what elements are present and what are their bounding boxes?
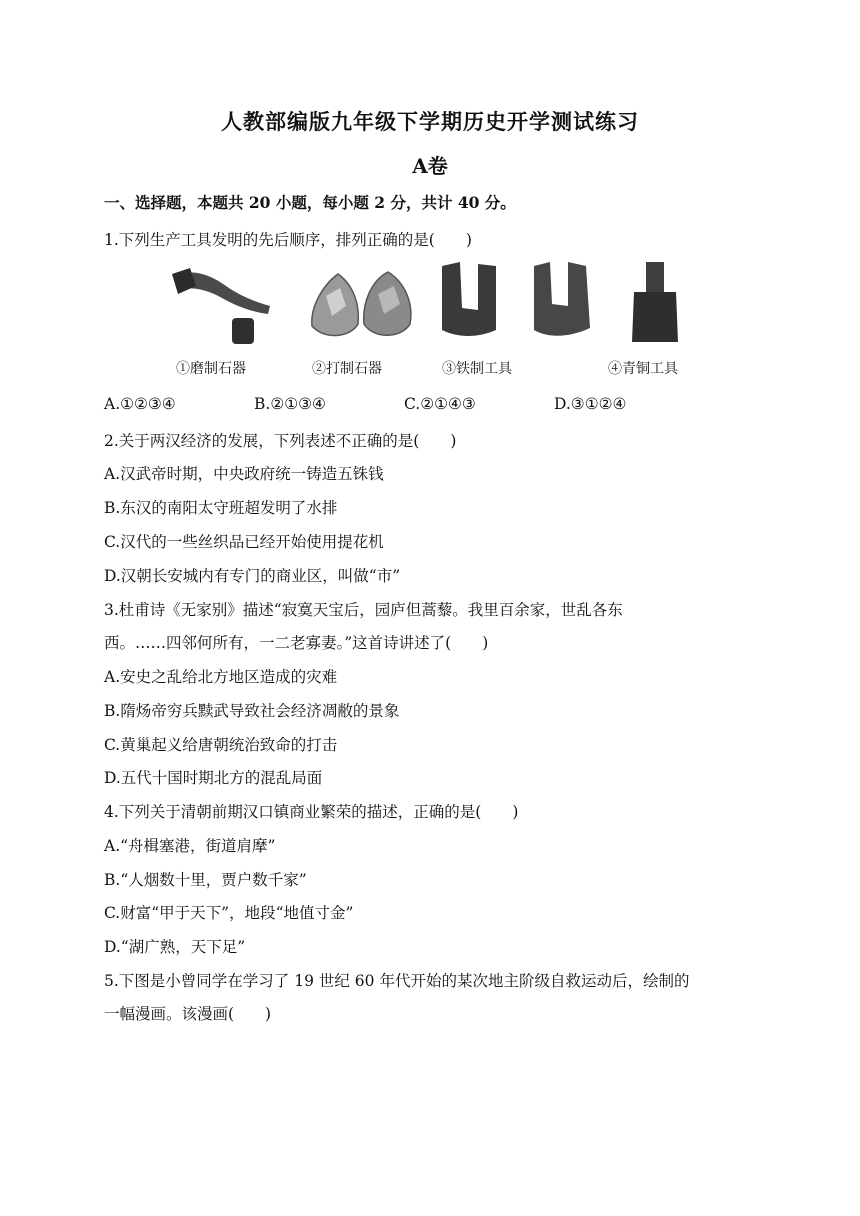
polished-stone-axe-image [170, 264, 274, 348]
caption-chipped-stone: ②打制石器 [312, 361, 382, 377]
bronze-tool-image [628, 262, 682, 344]
caption-bronze-tools: ④青铜工具 [608, 361, 678, 377]
question-3-option-d: D.五代十国时期北方的混乱局面 [104, 769, 323, 787]
tools-figure [160, 258, 700, 348]
question-4-stem: 4.下列关于清朝前期汉口镇商业繁荣的描述，正确的是( ) [104, 803, 519, 821]
question-5-stem-line-2: 一幅漫画。该漫画( ) [104, 1005, 272, 1023]
question-2-option-b: B.东汉的南阳太守班超发明了水排 [104, 499, 338, 517]
caption-polished-stone: ①磨制石器 [176, 361, 246, 377]
question-4-option-a: A.“舟楫塞港，街道肩摩” [104, 837, 276, 855]
question-4-option-d: D.“湖广熟，天下足” [104, 938, 246, 956]
paper-subtitle: A卷 [412, 154, 448, 178]
question-2-stem: 2.关于两汉经济的发展，下列表述不正确的是( ) [104, 432, 457, 450]
iron-tools-image [438, 258, 600, 342]
question-1-option-b: B.②①③④ [254, 395, 326, 413]
question-3-stem-line-2: 西。……四邻何所有，一二老寡妻。”这首诗讲述了( ) [104, 634, 489, 652]
question-3-option-b: B.隋炀帝穷兵黩武导致社会经济凋敝的景象 [104, 702, 400, 720]
question-4-option-c: C.财富“甲于天下”，地段“地值寸金” [104, 904, 354, 922]
page-title: 人教部编版九年级下学期历史开学测试练习 [221, 109, 639, 134]
question-1-stem: 1.下列生产工具发明的先后顺序，排列正确的是( ) [104, 231, 472, 249]
question-5-stem-line-1: 5.下图是小曾同学在学习了 19 世纪 60 年代开始的某次地主阶级自救运动后，绘制的 [104, 972, 690, 990]
section-heading: 一、选择题，本题共 20 小题，每小题 2 分，共计 40 分。 [104, 193, 516, 212]
question-3-stem-line-1: 3.杜甫诗《无家别》描述“寂寞天宝后，园庐但蒿藜。我里百余家，世乱各东 [104, 601, 623, 619]
question-1-option-a: A.①②③④ [104, 395, 176, 413]
question-3-option-c: C.黄巢起义给唐朝统治致命的打击 [104, 736, 338, 754]
question-1-option-c: C.②①④③ [404, 395, 476, 413]
question-1-option-d: D.③①②④ [554, 395, 627, 413]
question-2-option-c: C.汉代的一些丝织品已经开始使用提花机 [104, 533, 384, 551]
chipped-stone-tools-image [306, 266, 418, 344]
caption-iron-tools: ③铁制工具 [442, 361, 512, 377]
question-4-option-b: B.“人烟数十里，贾户数千家” [104, 871, 307, 889]
question-3-option-a: A.安史之乱给北方地区造成的灾难 [104, 668, 338, 686]
question-2-option-a: A.汉武帝时期，中央政府统一铸造五铢钱 [104, 465, 384, 483]
question-2-option-d: D.汉朝长安城内有专门的商业区，叫做“市” [104, 567, 401, 585]
